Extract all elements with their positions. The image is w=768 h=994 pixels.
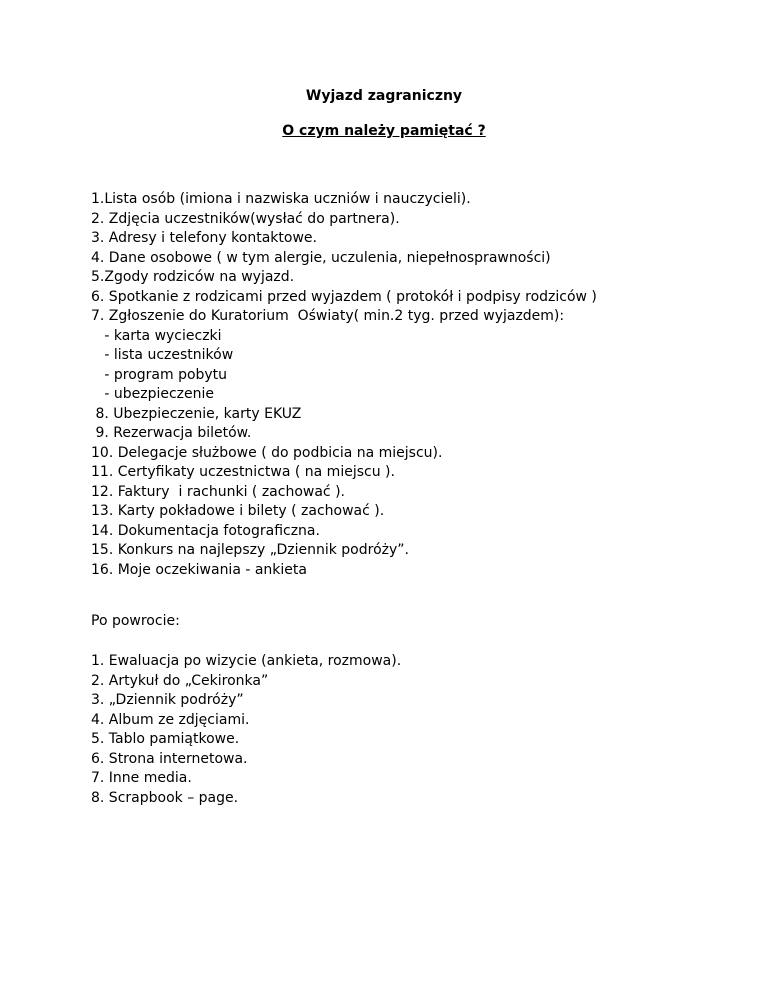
checklist-item: 10. Delegacje służbowe ( do podbicia na miejscu). [91, 444, 443, 461]
after-return-item: 3. „Dziennik podróży” [91, 692, 244, 708]
checklist-item: 2. Zdjęcia uczestników(wysłać do partnera). [91, 210, 400, 227]
checklist-item: 4. Dane osobowe ( w tym alergie, uczulenia, niepełnosprawności) [91, 249, 551, 266]
checklist-item: 7. Zgłoszenie do Kuratorium Oświaty( min.2 tyg. przed wyjazdem): [91, 308, 565, 324]
after-return-item: 1. Ewaluacja po wizycie (ankieta, rozmowa). [91, 653, 402, 669]
after-return-list [91, 652, 731, 808]
after-return-item: 4. Album ze zdjęciami. [91, 711, 250, 728]
checklist-item: 6. Spotkanie z rodzicami przed wyjazdem ( protokół i podpisy rodziców ) [91, 288, 597, 305]
document-subtitle: O czym należy pamiętać ? [282, 123, 486, 139]
after-return-item: 2. Artykuł do „Cekironka” [91, 672, 269, 689]
checklist-item: - lista uczestników [91, 347, 234, 363]
after-return-item: 5. Tablo pamiątkowe. [91, 731, 240, 747]
checklist-item: 11. Certyfikaty uczestnictwa ( na miejscu ). [91, 464, 395, 480]
checklist-item: 14. Dokumentacja fotograficzna. [91, 522, 320, 539]
checklist-item: 13. Karty pokładowe i bilety ( zachować ). [91, 503, 385, 519]
after-return-item: 6. Strona internetowa. [91, 750, 248, 767]
checklist-item: 9. Rezerwacja biletów. [91, 425, 252, 441]
checklist-item: 16. Moje oczekiwania - ankieta [91, 561, 307, 578]
checklist-item: 8. Ubezpieczenie, karty EKUZ [91, 405, 302, 422]
checklist-item: 1.Lista osób (imiona i nazwiska uczniów i nauczycieli). [91, 191, 471, 207]
document-title: Wyjazd zagraniczny [305, 88, 463, 104]
checklist-item: - ubezpieczenie [91, 386, 214, 402]
after-return-label: Po powrocie: [91, 613, 180, 629]
checklist [91, 190, 731, 580]
checklist-item: - program pobytu [91, 366, 228, 383]
checklist-item: 3. Adresy i telefony kontaktowe. [91, 230, 317, 246]
checklist-item: 12. Faktury i rachunki ( zachować ). [91, 483, 345, 500]
checklist-item: 5.Zgody rodziców na wyjazd. [91, 269, 295, 285]
checklist-item: 15. Konkurs na najlepszy „Dziennik podróży”. [91, 542, 409, 558]
after-return-item: 8. Scrapbook – page. [91, 789, 239, 806]
checklist-item: - karta wycieczki [91, 327, 222, 344]
after-return-item: 7. Inne media. [91, 770, 192, 786]
